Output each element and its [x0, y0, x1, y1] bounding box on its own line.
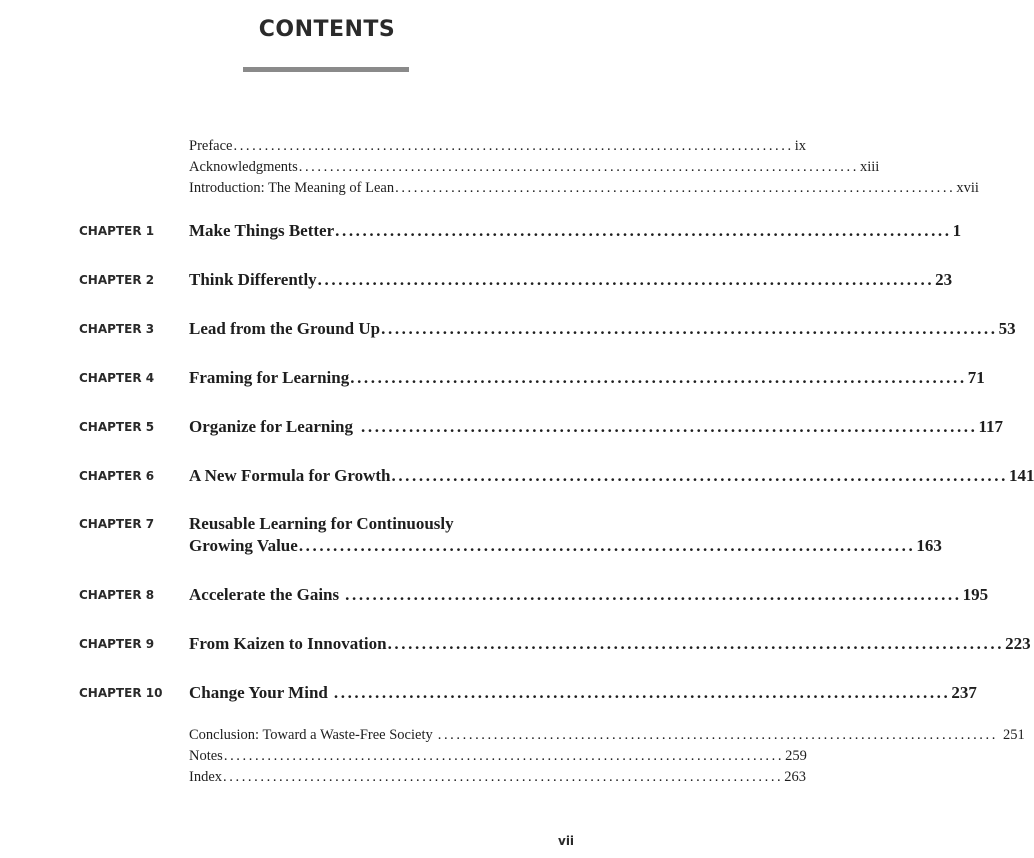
entry-title: Accelerate the Gains — [189, 585, 340, 604]
chapter-label: CHAPTER 4 — [79, 371, 155, 385]
dot-leader: .......................................................................................... — [223, 748, 785, 764]
entry-title: Think Differently — [189, 270, 317, 289]
entry-title: Growing Value — [189, 536, 298, 555]
entry-title: Change Your Mind — [189, 683, 328, 702]
entry-page: 1 — [952, 221, 962, 240]
entry-title: Lead from the Ground Up — [189, 319, 381, 338]
dot-leader: .......................................................................................... — [298, 159, 859, 175]
dot-leader: .......................................................................................... — [298, 536, 916, 555]
dot-leader: .......................................................................................... — [437, 727, 998, 743]
entry-title: Organize for Learning — [189, 417, 353, 436]
entry-page: ix — [794, 138, 806, 154]
entry-title: Make Things Better — [189, 221, 335, 240]
entry-title-line1: Reusable Learning for Continuously — [189, 514, 454, 533]
dot-leader: .......................................................................................... — [223, 769, 784, 785]
dot-leader: .......................................................................................... — [381, 319, 998, 338]
entry-page: 71 — [967, 368, 985, 387]
dot-leader: .......................................................................................... — [350, 368, 967, 387]
entry-title: Introduction: The Meaning of Lean — [189, 180, 395, 196]
entry-page: 117 — [978, 417, 1004, 436]
entry-title: Preface — [189, 138, 233, 154]
title-rule — [243, 67, 409, 72]
page-title: CONTENTS — [258, 17, 396, 42]
toc-entry-introduction[interactable] — [0, 178, 979, 198]
chapter-label: CHAPTER 6 — [79, 469, 155, 483]
chapter-label: CHAPTER 7 — [79, 517, 155, 531]
toc-entry-notes[interactable] — [0, 746, 807, 766]
page-number: vii — [558, 834, 575, 848]
toc-entry-preface[interactable] — [0, 136, 806, 156]
entry-page: 223 — [1005, 634, 1031, 653]
entry-title: Notes — [189, 748, 223, 764]
entry-page: 53 — [998, 319, 1016, 338]
entry-page: 259 — [785, 748, 807, 764]
toc-entry-index[interactable] — [0, 767, 807, 787]
entry-title: Framing for Learning — [189, 368, 350, 387]
dot-leader: .......................................................................................... — [361, 417, 978, 436]
entry-title: A New Formula for Growth — [189, 466, 391, 485]
entry-page: xvii — [956, 180, 979, 196]
entry-title: Conclusion: Toward a Waste-Free Society — [189, 727, 433, 743]
dot-leader: .......................................................................................... — [391, 466, 1008, 485]
chapter-label: CHAPTER 2 — [79, 273, 155, 287]
toc-entry-acknowledgments[interactable] — [0, 157, 880, 177]
entry-page: 251 — [1002, 727, 1025, 743]
entry-title: From Kaizen to Innovation — [189, 634, 387, 653]
entry-title: Index — [189, 769, 223, 785]
dot-leader: .......................................................................................... — [345, 585, 962, 604]
dot-leader: .......................................................................................... — [333, 683, 951, 702]
entry-page: 195 — [962, 585, 989, 604]
entry-page: xiii — [859, 159, 880, 175]
chapter-label: CHAPTER 9 — [79, 637, 155, 651]
toc-entry-conclusion[interactable] — [0, 725, 1025, 745]
entry-page: 263 — [784, 769, 807, 785]
chapter-label: CHAPTER 5 — [79, 420, 155, 434]
entry-page: 237 — [951, 683, 977, 702]
entry-title: Acknowledgments — [189, 159, 298, 175]
dot-leader: .......................................................................................... — [335, 221, 952, 240]
entry-page: 23 — [935, 270, 953, 289]
chapter-label: CHAPTER 1 — [79, 224, 155, 238]
dot-leader: .......................................................................................... — [387, 634, 1005, 653]
chapter-label: CHAPTER 8 — [79, 588, 155, 602]
entry-page: 141 — [1008, 466, 1034, 485]
chapter-label: CHAPTER 10 — [79, 686, 163, 700]
chapter-label: CHAPTER 3 — [79, 322, 155, 336]
entry-page: 163 — [916, 536, 942, 555]
dot-leader: .......................................................................................... — [233, 138, 794, 154]
dot-leader: .......................................................................................... — [395, 180, 956, 196]
dot-leader: .......................................................................................... — [317, 270, 935, 289]
